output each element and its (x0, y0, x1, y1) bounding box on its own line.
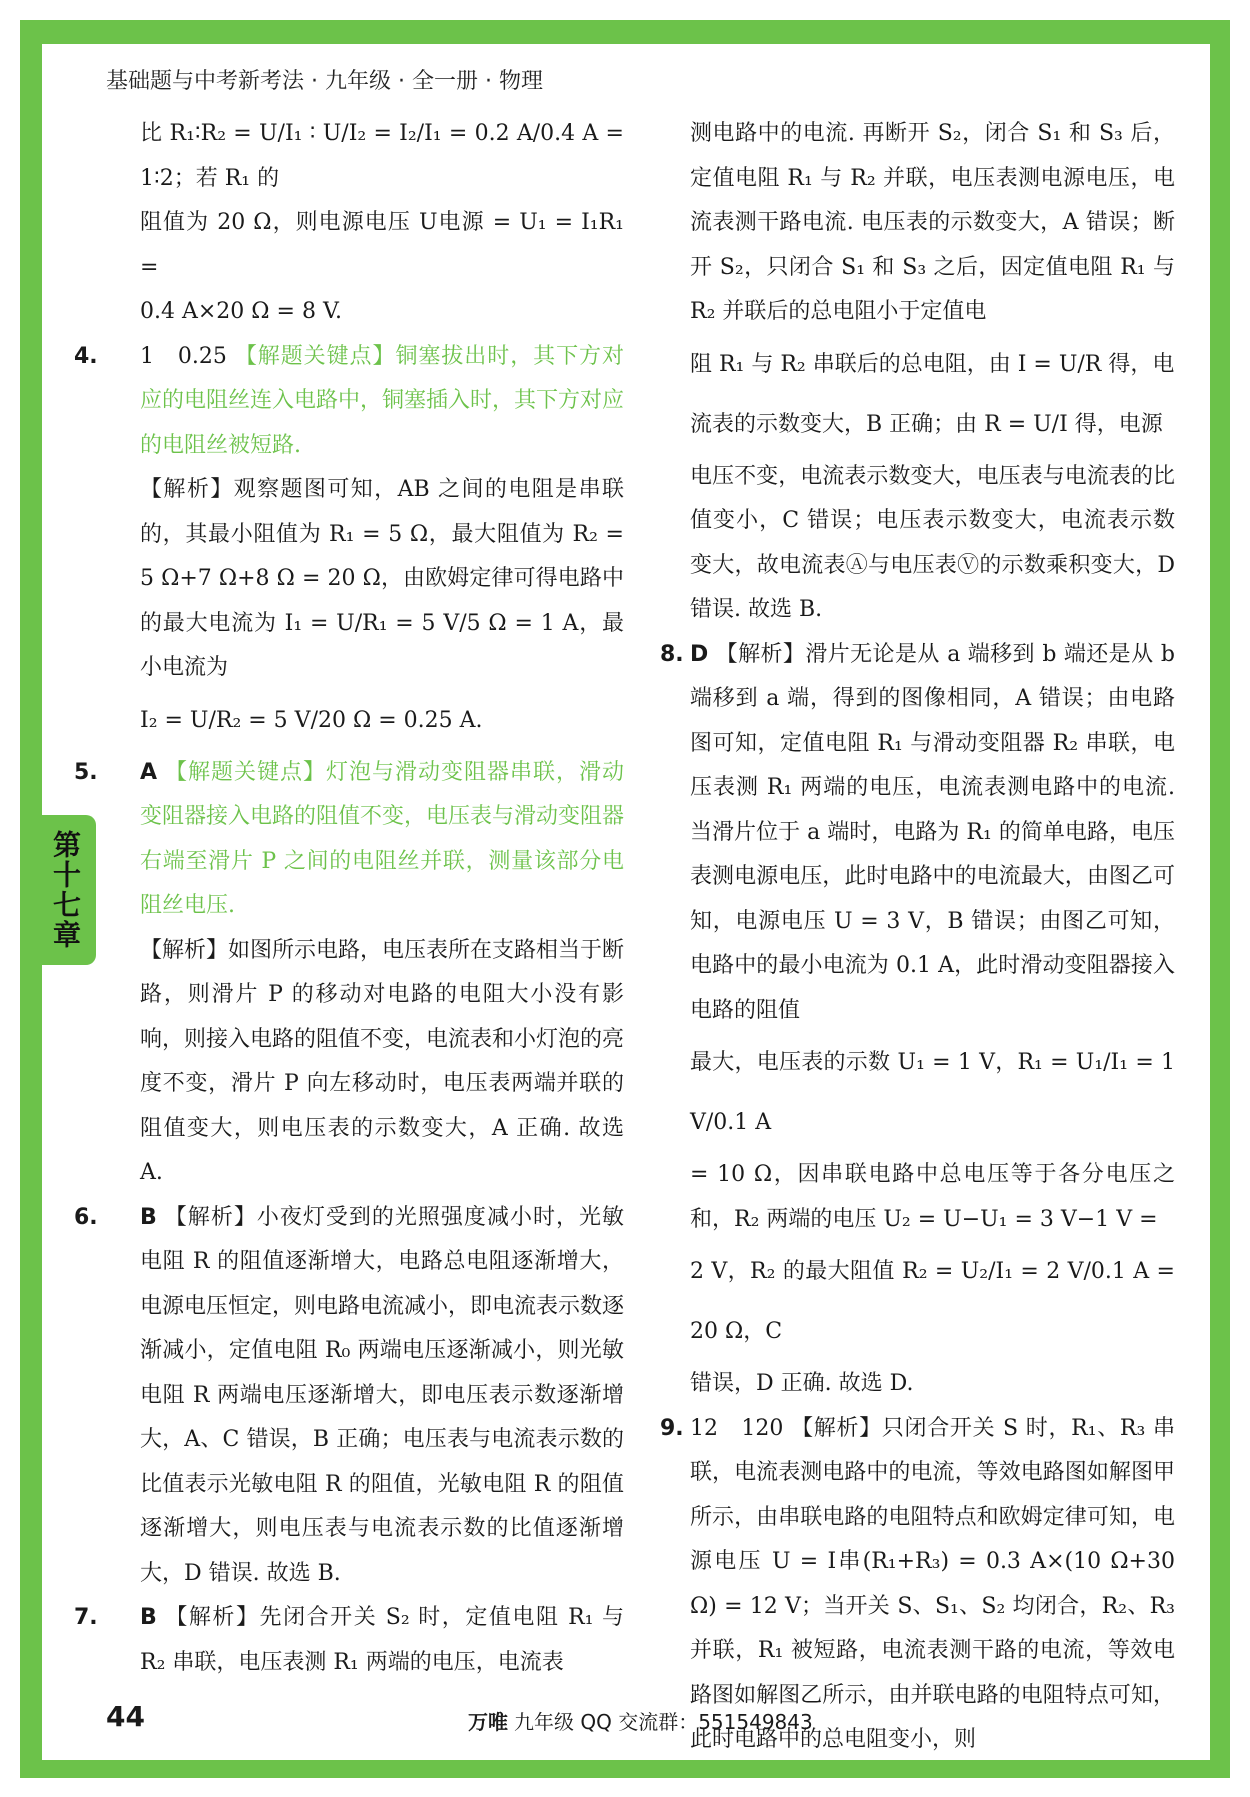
question-8-analysis-a: 【解析】滑片无论是从 a 端移到 b 端还是从 b 端移到 a 端，得到的图像相同，A 错误；由电路图可知，定值电阻 R₁ 与滑动变阻器 R₂ 串联，电压表测 R₁ 两端的电压，电流表测电路中的电流. 当滑片位于 a 端时，电路为 R₁ 的简单电路，电压表测电源电压，此时电路中的电流最大，由图乙可知，电源电压 U = 3 V，B 错误；由图乙可知，电路中的最小电流为 0.1 A，此时滑动变阻器接入电路的阻值 (690, 641, 1175, 1023)
question-4-answer: 1 0.25 (140, 343, 227, 369)
chapter-tab (34, 815, 96, 965)
question-4 (74, 335, 625, 751)
question-7-number: 7. (74, 1605, 98, 1630)
intro-line-1: 比 R₁∶R₂ = U/I₁ ∶ U/I₂ = I₂/I₁ = 0.2 A/0.4 A = 1∶2；若 R₁ 的 (140, 121, 624, 191)
question-9-analysis: 【解析】只闭合开关 S 时，R₁、R₃ 串联，电流表测电路中的电流，等效电路图如解图甲所示，由串联电路的电阻特点和欧姆定律可知，电源电压 U = I串(R₁+R₃) = 0.3 A×(10 Ω+30 Ω) = 12 V；当开关 S、S₁、S₂ 均闭合，R₂、R₃ 并联，R₁ 被短路，电流表测干路的电流，等效电路图如解图乙所示，由并联电路的电阻特点可知，此时电路中的总电阻变小，则 (690, 1415, 1175, 1752)
question-8-analysis-d: 2 V，R₂ 的最大阻值 R₂ = U₂/I₁ = 2 V/0.1 A = 20 Ω，C (690, 1259, 1175, 1344)
page-border-top (20, 20, 1230, 44)
question-6 (74, 1196, 625, 1597)
question-5-number: 5. (74, 759, 98, 785)
question-4-key-label: 【解题关键点】 (234, 343, 396, 369)
question-5-answer: A (140, 759, 158, 785)
chapter-tab-label: 第十七章 (49, 830, 82, 950)
running-header: 基础题与中考新考法 · 九年级 · 全一册 · 物理 (106, 69, 543, 94)
question-7-analysis: 【解析】先闭合开关 S₂ 时，定值电阻 R₁ 与 R₂ 串联，电压表测 R₁ 两端的电压，电流表 (140, 1605, 624, 1675)
brand-logo: 万唯 (468, 1710, 508, 1734)
question-8-analysis-c: = 10 Ω，因串联电路中总电压等于各分电压之和，R₂ 两端的电压 U₂ = U−U₁ = 3 V−1 V = (690, 1162, 1175, 1232)
question-8-analysis-e: 错误，D 正确. 故选 D. (690, 1371, 914, 1396)
question-6-number: 6. (74, 1204, 98, 1230)
question-7-continued-c: 流表的示数变大，B 正确；由 R = U/I 得，电源 (690, 411, 1163, 437)
question-7 (74, 1596, 624, 1685)
qq-group-text: 九年级 QQ 交流群：551549843 (514, 1710, 813, 1734)
question-9-answer: 12 120 (690, 1415, 784, 1441)
question-4-analysis: 【解析】观察题图可知，AB 之间的电阻是串联的，其最小阻值为 R₁ = 5 Ω，最大阻值为 R₂ = 5 Ω+7 Ω+8 Ω = 20 Ω，由欧姆定律可得电路中的最大电流为 I₁ = U/R₁ = 5 V/5 Ω = 1 A，最小电流为 (140, 477, 624, 680)
footer-brand (468, 1706, 813, 1735)
page-border-right (1210, 20, 1230, 1778)
question-9-number: 9. (660, 1415, 684, 1441)
page-number: 44 (106, 1700, 145, 1733)
question-7-continued-b: 阻 R₁ 与 R₂ 串联后的总电阻，由 I = U/R 得，电 (690, 351, 1175, 377)
intro-line-2: 阻值为 20 Ω，则电源电压 U电源 = U₁ = I₁R₁ = (140, 210, 624, 280)
question-5 (74, 751, 625, 1196)
question-6-analysis: 【解析】小夜灯受到的光照强度减小时，光敏电阻 R 的阻值逐渐增大，电路总电阻逐渐增大，电源电压恒定，则电路电流减小，即电流表示数逐渐减小，定值电阻 R₀ 两端电压逐渐减小，则光敏电阻 R 两端电压逐渐增大，即电压表示数逐渐增大，A、C 错误，B 正确；电压表与电流表示数的比值表示光敏电阻 R 的阻值，光敏电阻 R 的阻值逐渐增大，则电压表与电流表示数的比值逐渐增大，D 错误. 故选 B. (140, 1204, 625, 1586)
question-4-number: 4. (74, 343, 98, 369)
left-column (74, 112, 625, 1685)
question-4-key-text: 铜塞拔出时，其下方对应的电阻丝连入电路中，铜塞插入时，其下方对应的电阻丝被短路. (140, 343, 625, 458)
question-8-analysis-b: 最大，电压表的示数 U₁ = 1 V，R₁ = U₁/I₁ = 1 V/0.1 A (690, 1050, 1175, 1135)
intro-line-3: 0.4 A×20 Ω = 8 V. (140, 299, 342, 324)
question-5-key-label: 【解题关键点】 (165, 759, 327, 785)
question-8-answer: D (690, 641, 709, 667)
question-8 (660, 633, 1175, 1407)
question-5-analysis: 【解析】如图所示电路，电压表所在支路相当于断路，则滑片 P 的移动对电路的电阻大小没有影响，则接入电路的阻值不变，电流表和小灯泡的亮度不变，滑片 P 向左移动时，电压表两端并联的阻值变大，则电压表的示数变大，A 正确. 故选 A. (140, 937, 625, 1185)
question-6-answer: B (140, 1204, 157, 1230)
question-7-answer: B (140, 1605, 157, 1630)
question-7-continued-a: 测电路中的电流. 再断开 S₂，闭合 S₁ 和 S₃ 后，定值电阻 R₁ 与 R₂ 并联，电压表测电源电压，电流表测干路电流. 电压表的示数变大，A 错误；断开 S₂，只闭合 S₁ 和 S₃ 之后，因定值电阻 R₁ 与 R₂ 并联后的总电阻小于定值电 (690, 121, 1175, 324)
page-border-bottom (20, 1760, 1230, 1778)
question-5-key-text: 灯泡与滑动变阻器串联，滑动变阻器接入电路的阻值不变，电压表与滑动变阻器右端至滑片 P 之间的电阻丝并联，测量该部分电阻丝电压. (140, 759, 625, 918)
question-7-continued-d: 电压不变，电流表示数变大，电压表与电流表的比值变小，C 错误；电压表示数变大，电流表示数变大，故电流表Ⓐ与电压表Ⓥ的示数乘积变大，D 错误. 故选 B. (690, 463, 1175, 622)
question-8-number: 8. (660, 641, 684, 667)
question-4-formula: I₂ = U/R₂ = 5 V/20 Ω = 0.25 A. (140, 707, 483, 733)
